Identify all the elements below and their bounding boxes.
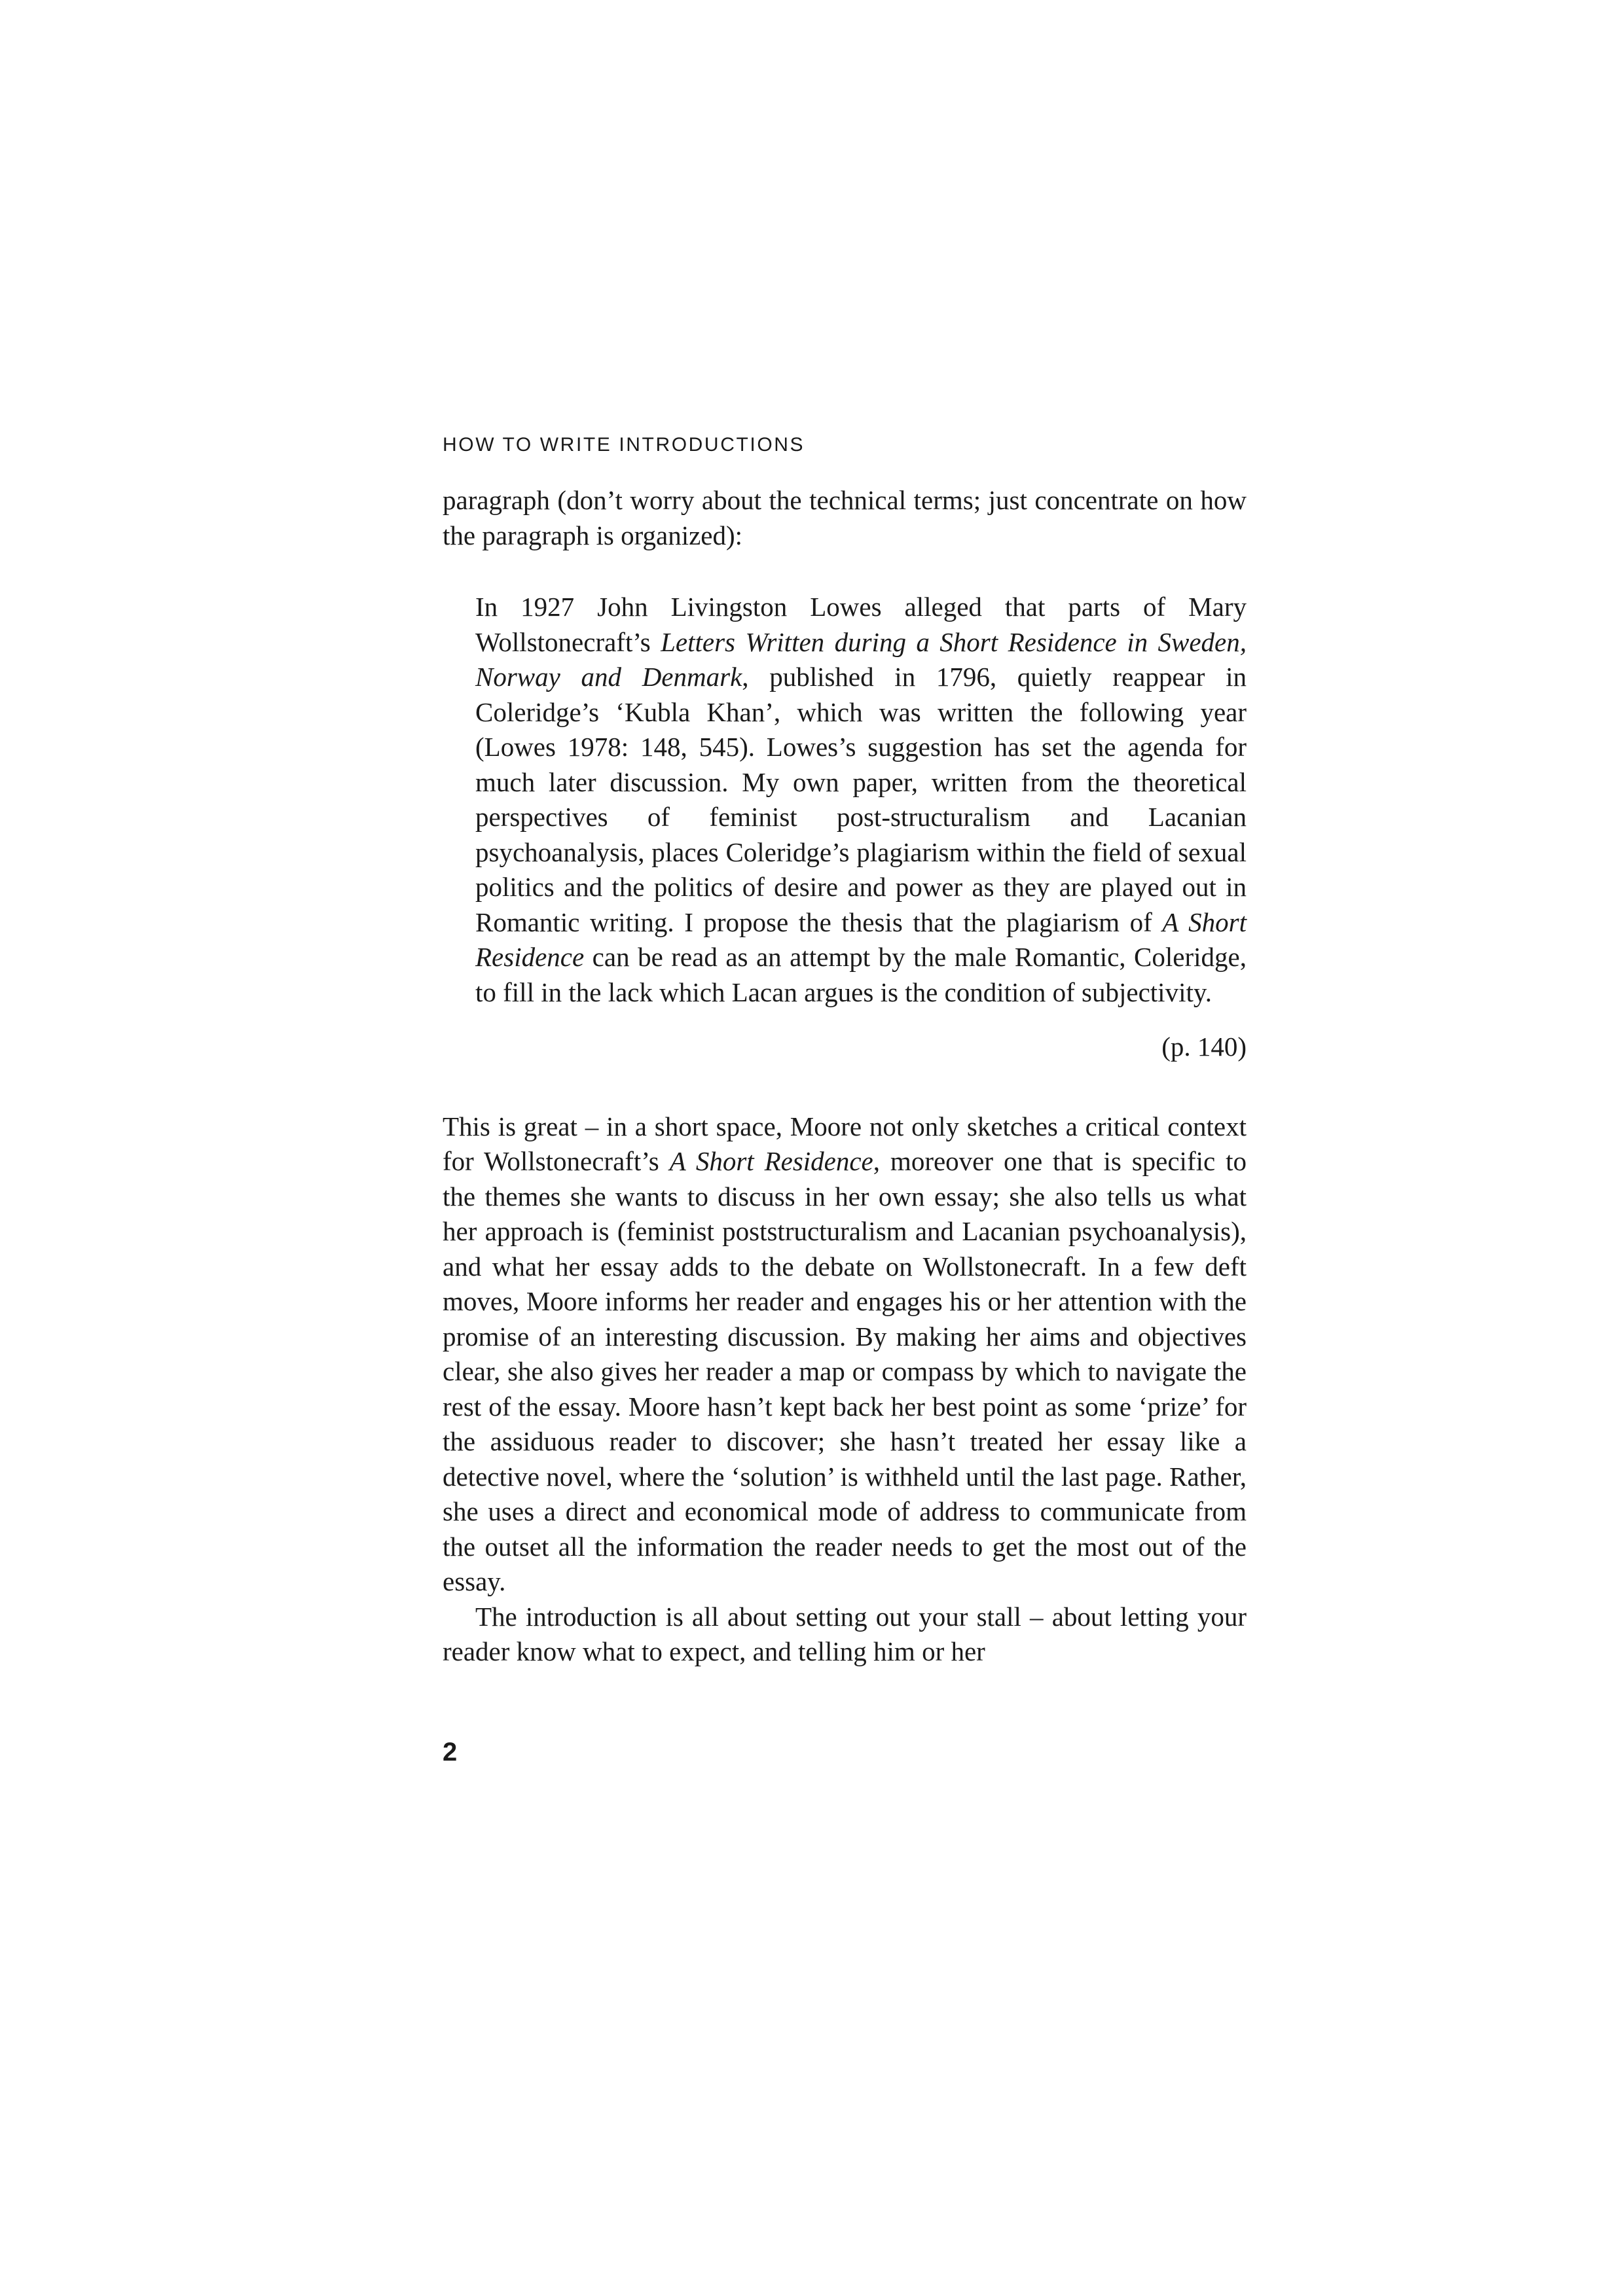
quote-text-2: , published in 1796, quietly reappear in Coleridge’s ‘Kubla Khan’, which was written the following year (Lowes 1978: 148, 545). Lowes’s suggestion has set the agenda for much later discussion. My own paper, written from the theoretical perspectives of feminist post-structuralism and Lacanian psychoanalysis, places Coleridge’s plagiarism within the field of sexual politics and the politics of desire and power as they are played out in Romantic writing. I propose the thesis that the plagiarism of <box>475 662 1247 937</box>
commentary-paragraph <box>443 1109 1247 1600</box>
quote-text-1: In 1927 John Livingston Lowes alleged that parts of Mary Wollstonecraft’s <box>475 592 1247 657</box>
intro-paragraph: paragraph (don’t worry about the technical terms; just concentrate on how the paragraph is organized): <box>443 485 1247 550</box>
closing-paragraph: The introduction is all about setting out your stall – about letting your reader know what to expect, and telling him or her <box>443 1601 1247 1666</box>
quote-text-3: can be read as an attempt by the male Romantic, Coleridge, to fill in the lack which Lacan argues is the condition of subjectivity. <box>475 942 1247 1007</box>
commentary-text-1: This is great – in a short space, Moore not only sketches a critical context for Wollstonecraft’s <box>443 1111 1247 1176</box>
commentary-text-2: , moreover one that is specific to the themes she wants to discuss in her own essay; she also tells us what her approach is (feminist poststructuralism and Lacanian psychoanalysis), and what her essay adds to the debate on Wollstonecraft. In a few deft moves, Moore informs her reader and engages his or her attention with the promise of an interesting discussion. By making her aims and objectives clear, she also gives her reader a map or compass by which to navigate the rest of the essay. Moore hasn’t kept back her best point as some ‘prize’ for the assiduous reader to discover; she hasn’t treated her essay like a detective novel, where the ‘solution’ is withheld until the last page. Rather, she uses a direct and economical mode of address to communicate from the outset all the information the reader needs to get the most out of the essay. <box>443 1146 1247 1596</box>
commentary-title: A Short Residence <box>669 1146 873 1176</box>
running-head: HOW TO WRITE INTRODUCTIONS <box>443 434 805 456</box>
block-quote <box>475 590 1247 1010</box>
quote-citation: (p. 140) <box>1161 1031 1247 1062</box>
quote-short-title: A Short Residence <box>475 906 1247 972</box>
quote-book-title: Letters Written during a Short Residence in Sweden, Norway and Denmark <box>475 626 1247 692</box>
page-number: 2 <box>443 1738 458 1767</box>
page-content <box>443 432 1247 1670</box>
